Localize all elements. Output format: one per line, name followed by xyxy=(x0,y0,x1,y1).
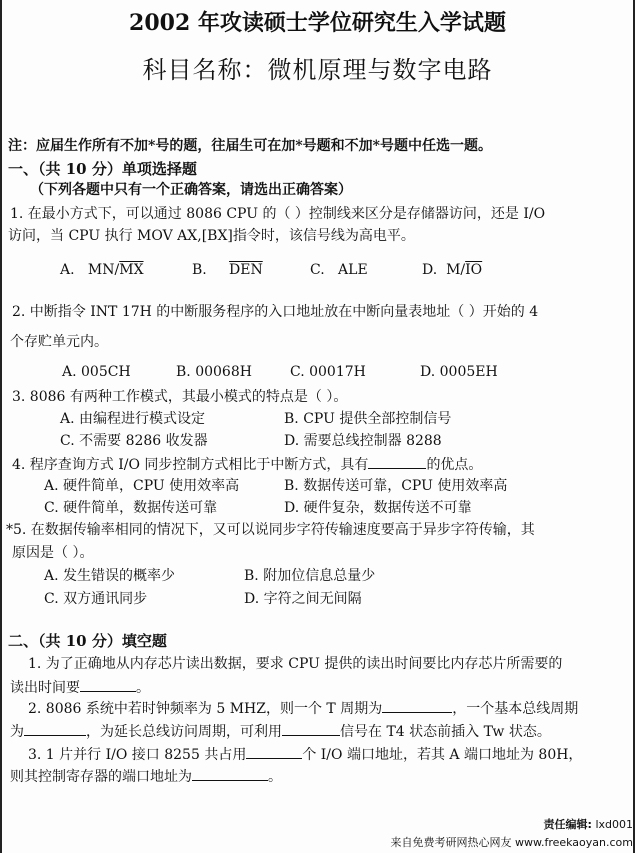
q3-line1: 3. 8086 有两种工作模式，其最小模式的特点是（ ）。 xyxy=(12,389,348,405)
q5-option-d: D. 字符之间无间隔 xyxy=(244,591,362,607)
fill-q2-blank-2 xyxy=(24,723,86,736)
fill-q2-line1 xyxy=(28,700,578,718)
q1-option-b xyxy=(192,262,263,279)
fill-q1-line2 xyxy=(10,679,150,697)
q4-line1-pre: 4. 程序查询方式 I/O 同步控制方式相比于中断方式，具有 xyxy=(12,457,369,473)
q1-option-b-bar: $\overline{DEN}$ xyxy=(229,262,263,278)
fill-q1-blank xyxy=(80,679,136,692)
q4-option-c: C. 硬件简单，数据传送可靠 xyxy=(44,500,218,516)
subject-name: 科目名称：微机原理与数字电路 xyxy=(142,56,493,84)
footer-website-link[interactable]: www.freekaoyan.com xyxy=(514,836,633,849)
section1-heading: 一、（共 10 分）单项选择题 xyxy=(8,160,197,178)
fill-q2-blank-1 xyxy=(382,700,452,713)
fill-q3-line2 xyxy=(10,768,282,786)
q2-option-c: C. 00017H xyxy=(290,364,366,380)
q1-option-d-bar: $\overline{IO}$ xyxy=(465,262,483,278)
q1-option-c-label: C. xyxy=(310,262,325,278)
section1-subheading: （下列各题中只有一个正确答案，请选出正确答案） xyxy=(30,182,352,198)
fill-q2-line2 xyxy=(10,723,551,741)
fill-q2-line2-mid2: 信号在 T4 状态前插入 Tw 状态。 xyxy=(340,724,551,740)
q5-option-a: A. 发生错误的概率少 xyxy=(44,568,176,584)
q2-line2: 个存贮单元内。 xyxy=(10,334,108,350)
q3-option-a: A. 由编程进行模式设定 xyxy=(60,411,206,427)
q4-option-d: D. 硬件复杂，数据传送不可靠 xyxy=(284,500,472,516)
q3-option-b: B. CPU 提供全部控制信号 xyxy=(284,411,452,427)
q1-line1: 1. 在最小方式下，可以通过 8086 CPU 的（ ）控制线来区分是存储器访问，还是 I/O xyxy=(10,206,546,222)
scan-edge-left xyxy=(0,0,2,853)
q2-option-b: B. 00068H xyxy=(176,364,252,380)
q1-line2: 访问，当 CPU 执行 MOV AX,[BX]指令时，该信号线为高电平。 xyxy=(8,228,415,244)
q1-option-d-label: D. xyxy=(422,262,438,278)
fill-q3-blank-2 xyxy=(192,768,268,781)
fill-q2-line2-pre: 为 xyxy=(10,724,24,740)
q5-option-b: B. 附加位信息总量少 xyxy=(244,568,376,584)
fill-q3-line1-post: 个 I/O 端口地址，若其 A 端口地址为 80H， xyxy=(302,747,583,763)
q3-option-c: C. 不需要 8286 收发器 xyxy=(60,433,208,449)
q1-option-d-pre: M/ xyxy=(446,262,466,278)
q1-option-d xyxy=(422,262,482,279)
q5-line1: *5. 在数据传输率相同的情况下，又可以说同步字符传输速度要高于异步字符传输，其 xyxy=(6,522,535,538)
q2-line1: 2. 中断指令 INT 17H 的中断服务程序的入口地址放在中断向量表地址（ ）开始的 4 xyxy=(12,304,539,320)
q2-option-d: D. 0005EH xyxy=(420,364,498,380)
q1-option-a-bar: $\overline{MX}$ xyxy=(119,262,144,278)
fill-q3-blank-1 xyxy=(246,746,302,759)
q2-option-a: A. 005CH xyxy=(62,364,131,380)
q5-option-c: C. 双方通讯同步 xyxy=(44,591,148,607)
q4-option-b: B. 数据传送可靠，CPU 使用效率高 xyxy=(284,478,508,494)
q1-option-b-label: B. xyxy=(192,262,207,278)
fill-q1-line2-pre: 读出时间要 xyxy=(10,680,80,696)
q1-option-c-text: ALE xyxy=(338,262,368,278)
q1-option-c xyxy=(310,262,368,279)
q4-option-a: A. 硬件简单，CPU 使用效率高 xyxy=(44,478,240,494)
instruction-note: 注：应届生作所有不加*号的题，往届生可在加*号题和不加*号题中任选一题。 xyxy=(8,138,492,154)
footer-editor xyxy=(544,818,633,831)
fill-q2-line2-mid1: ，为延长总线访问周期，可利用 xyxy=(86,724,282,740)
q4-line1 xyxy=(12,456,482,474)
q5-line2: 原因是（ ）。 xyxy=(12,545,94,561)
footer-source xyxy=(390,836,633,849)
fill-q2-line1-post: ，一个基本总线周期 xyxy=(452,701,579,717)
fill-q3-line1-pre: 3. 1 片并行 I/O 接口 8255 共占用 xyxy=(28,747,247,763)
fill-q1-line1: 1. 为了正确地从内存芯片读出数据，要求 CPU 提供的读出时间要比内存芯片所需要的 xyxy=(28,656,563,672)
q4-answer-blank xyxy=(368,456,426,469)
footer-editor-name: lxd001 xyxy=(595,818,633,831)
q1-option-a-pre: MN/ xyxy=(87,262,120,278)
q1-option-a xyxy=(60,262,144,279)
fill-q2-line1-pre: 2. 8086 系统中若时钟频率为 5 MHZ，则一个 T 周期为 xyxy=(28,701,383,717)
footer-source-text: 来自免费考研网热心网友 xyxy=(390,836,512,849)
q3-option-d: D. 需要总线控制器 8288 xyxy=(284,433,442,449)
fill-q3-line2-pre: 则其控制寄存器的端口地址为 xyxy=(10,769,192,785)
footer-editor-label: 责任编辑: xyxy=(543,818,592,831)
fill-q1-line2-post: 。 xyxy=(136,680,150,696)
fill-q2-blank-3 xyxy=(282,723,340,736)
exam-title: 2002 年攻读硕士学位研究生入学试题 xyxy=(129,10,506,36)
fill-q3-line1 xyxy=(28,746,582,764)
fill-q3-line2-post: 。 xyxy=(268,769,282,785)
q1-option-a-label: A. xyxy=(60,262,75,278)
q4-line1-post: 的优点。 xyxy=(426,457,483,473)
section2-heading: 二、（共 10 分）填空题 xyxy=(8,632,167,650)
